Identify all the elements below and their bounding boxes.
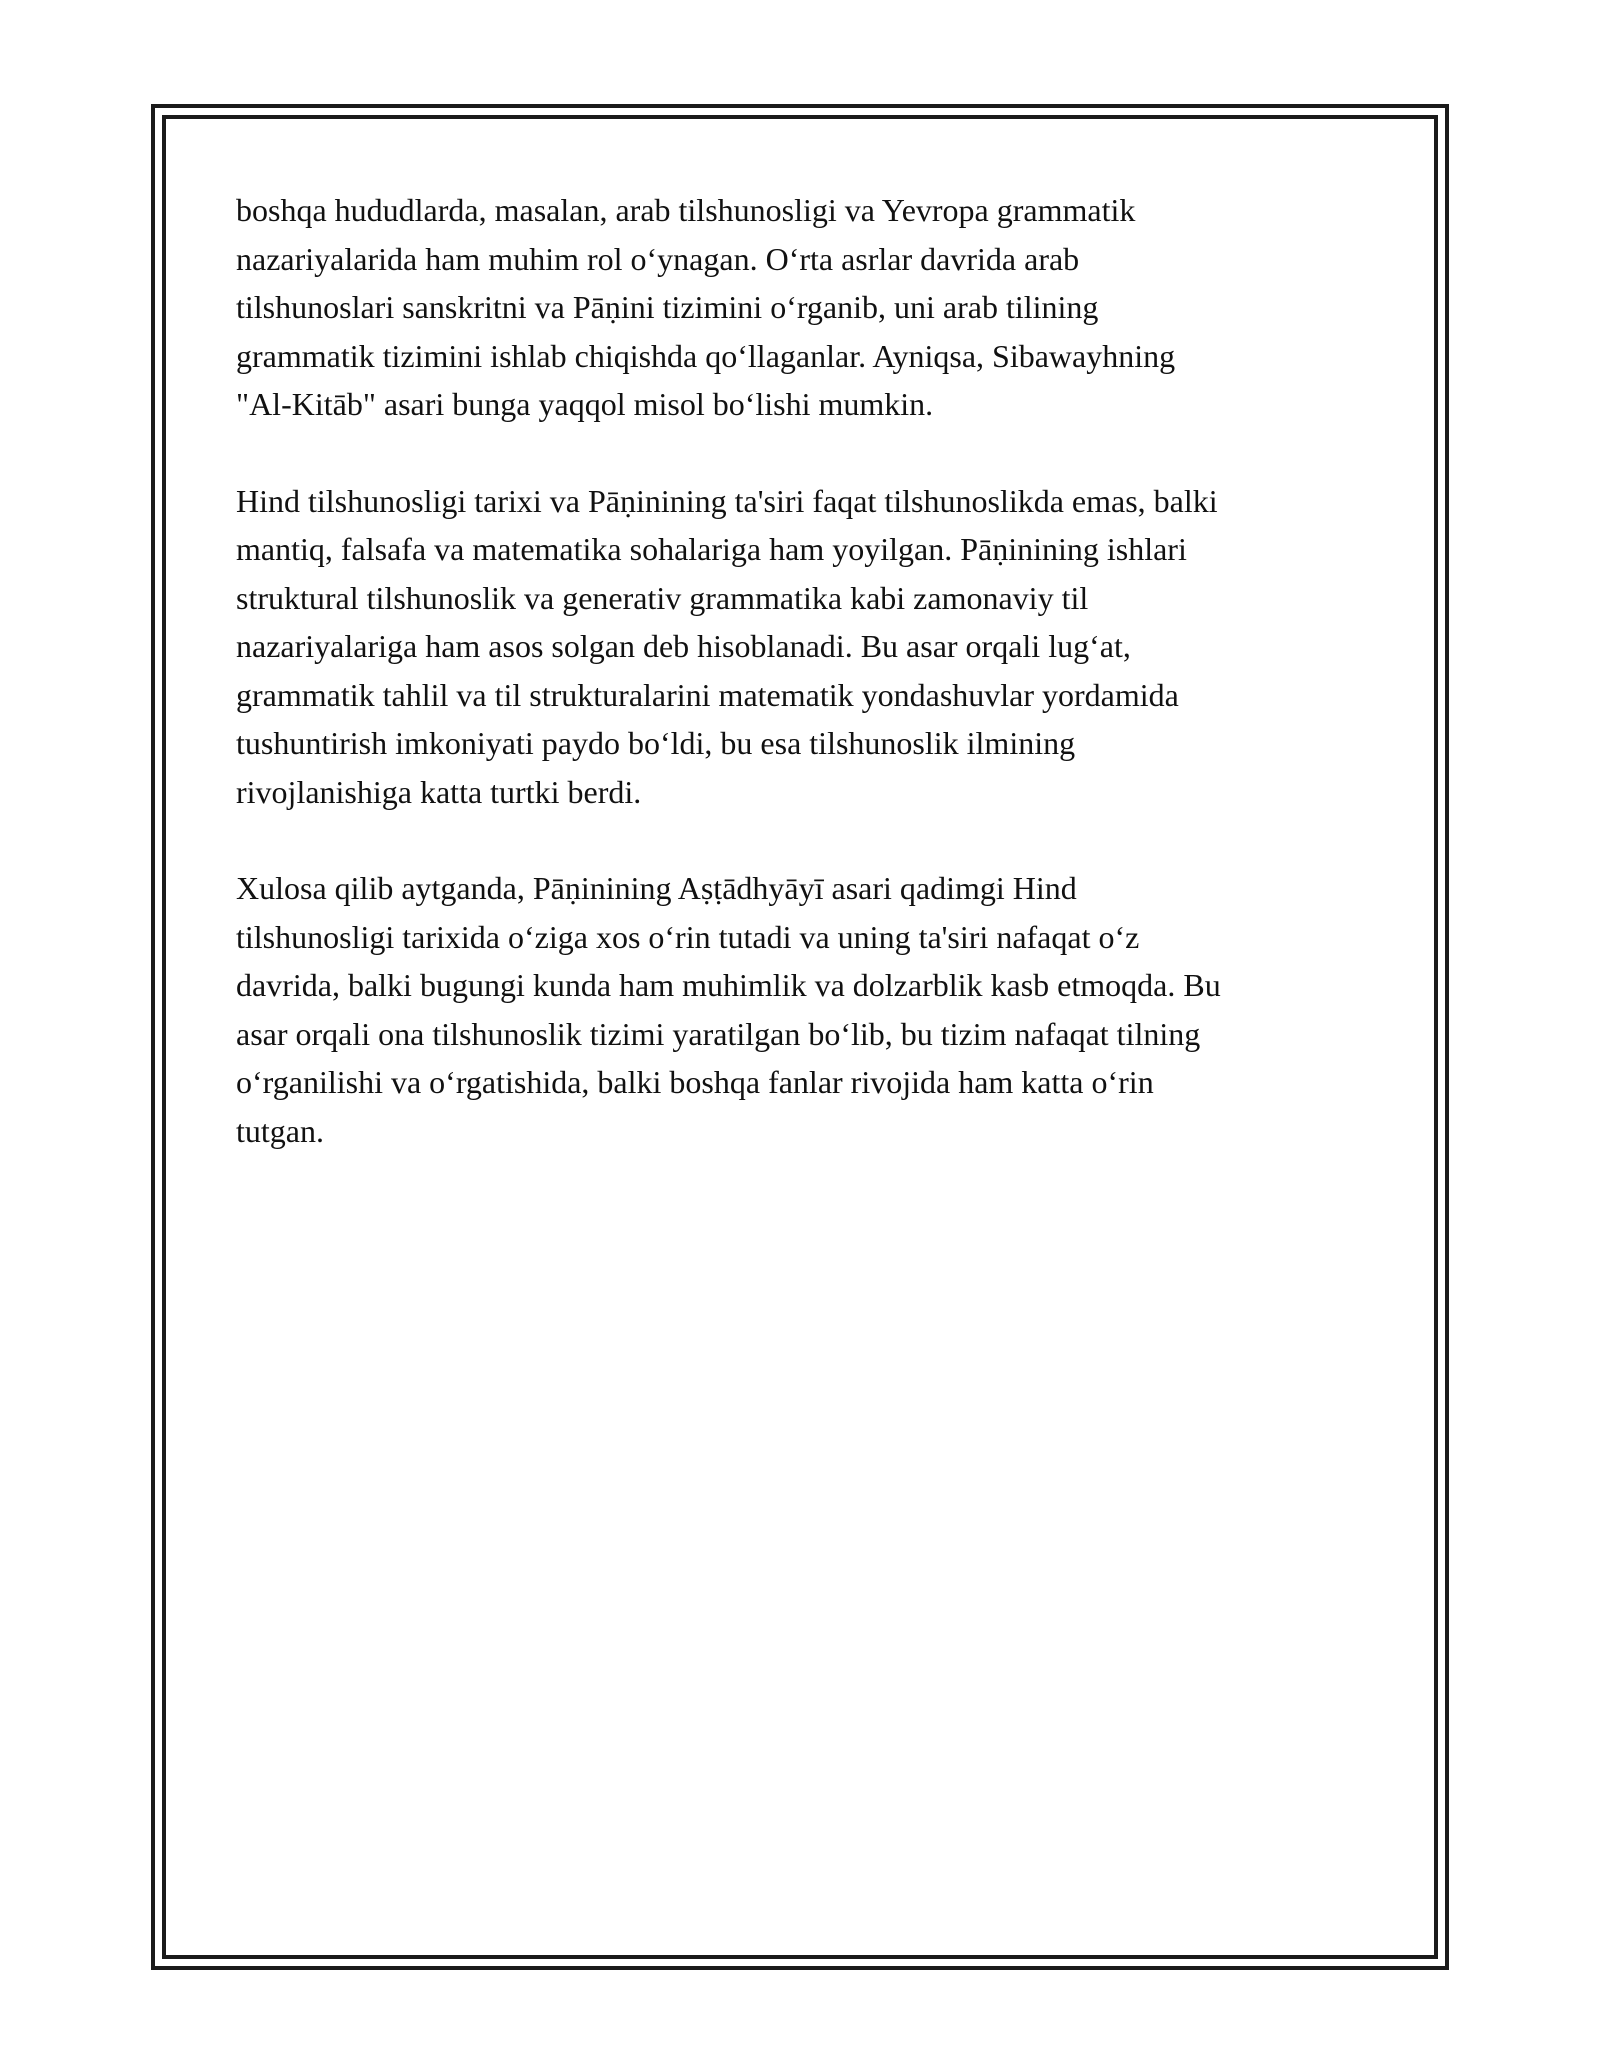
paragraph-conclusion: Xulosa qilib aytganda, Pāṇinining Aṣṭādhyāyī asari qadimgi Hind tilshunosligi tarixida oʻziga xos oʻrin tutadi va uning ta'siri nafaqat oʻz davrida, balki bugungi kunda ham muhimlik va dolzarblik kasb etmoqda. Bu asar orqali ona tilshunoslik tizimi yaratilgan boʻlib, bu tizim nafaqat tilning oʻrganilishi va oʻrgatishida, balki boshqa fanlar rivojida ham katta oʻrin tutgan.: [236, 870, 1221, 1149]
paragraph-arab-influence: boshqa hududlarda, masalan, arab tilshunosligi va Yevropa grammatik nazariyalarida ham muhim rol oʻynagan. Oʻrta asrlar davrida arab tilshunoslari sanskritni va Pāṇini tizimini oʻrganib, uni arab tilining grammatik tizimini ishlab chiqishda qoʻllaganlar. Ayniqsa, Sibawayhning "Al-Kitāb" asari bunga yaqqol misol boʻlishi mumkin.: [236, 192, 1176, 422]
paragraph-panini-influence: Hind tilshunosligi tarixi va Pāṇinining ta'siri faqat tilshunoslikda emas, balki mantiq, falsafa va matematika sohalariga ham yoyilgan. Pāṇinining ishlari struktural tilshunoslik va generativ grammatika kabi zamonaviy til nazariyalariga ham asos solgan deb hisoblanadi. Bu asar orqali lugʻat, grammatik tahlil va til strukturalarini matematik yondashuvlar yordamida tushuntirish imkoniyati paydo boʻldi, bu esa tilshunoslik ilmining rivojlanishiga katta turtki berdi.: [236, 482, 1218, 810]
document-body: [236, 186, 1376, 1203]
